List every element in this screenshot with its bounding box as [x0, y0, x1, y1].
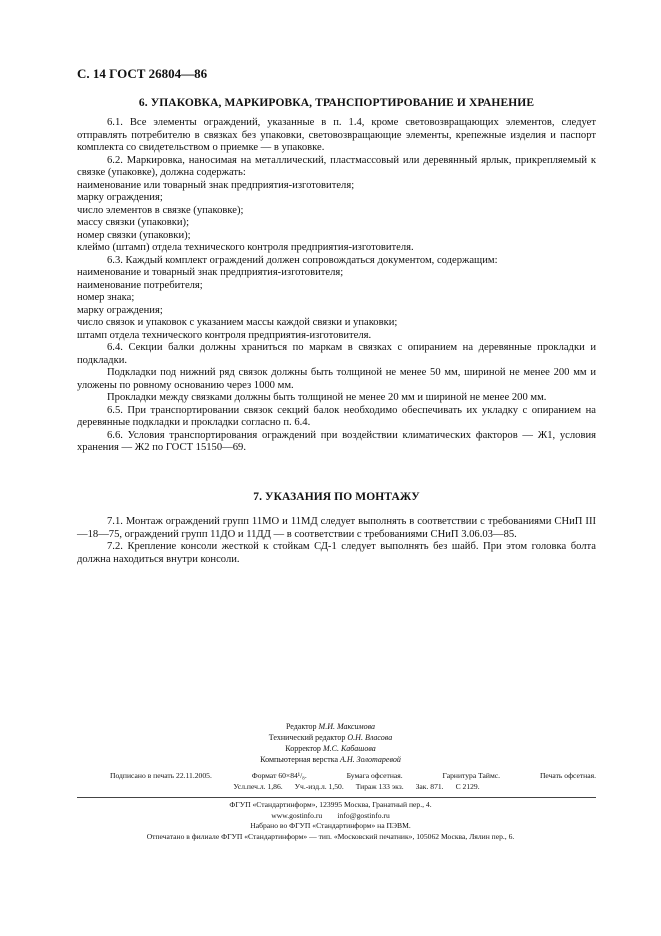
tech-editor-credit: Технический редактор О.Н. Власова — [268, 733, 393, 742]
paragraph-6-6: 6.6. Условия транспортирования ограждений при воздействии климатических факторов — Ж1, условия хранения — Ж2 по ГОСТ 15150—69. — [77, 429, 596, 453]
editor-credit: Редактор М.И. Максимова — [285, 722, 376, 731]
layout-credit: Компьютерная верстка А.Н. Золотаревой — [260, 755, 401, 764]
list-item: номер связки (упаковки); — [77, 229, 191, 241]
paragraph-6-3: 6.3. Каждый комплект ограждений должен сопровождаться документом, содержащим: — [107, 254, 498, 266]
list-item: наименование и товарный знак предприятия-изготовителя; — [77, 267, 344, 278]
paragraph-7-2: 7.2. Крепление консоли жесткой к стойкам СД-1 следует выполнять без шайб. При этом головка болта должна находиться внутри консоли. — [77, 541, 596, 565]
section-6-title: 6. УПАКОВКА, МАРКИРОВКА, ТРАНСПОРТИРОВАНИЕ И ХРАНЕНИЕ — [138, 97, 535, 109]
list-item: число элементов в связке (упаковке); — [77, 204, 244, 216]
footer-divider — [77, 797, 596, 798]
paragraph-6-5: 6.5. При транспортировании связок секций балок необходимо обеспечивать их укладку с опиранием на деревянные подкладки и прокладки согласно п. 6.4. — [77, 404, 596, 428]
list-item: клеймо (штамп) отдела технического контроля предприятия-изготовителя. — [77, 242, 414, 253]
list-item: число связок и упаковок с указанием массы каждой связки и упаковки; — [77, 317, 398, 328]
list-item: марку ограждения; — [77, 304, 163, 316]
contact-line: www.gostinfo.ru info@gostinfo.ru — [271, 810, 390, 820]
imprint-row-2: Усл.печ.л. 1,86. Уч.-изд.л. 1,50. Тираж 133 экз. Зак. 871. С 2129. — [233, 782, 480, 791]
paragraph-6-1: 6.1. Все элементы ограждений, указанные в п. 1.4, кроме световозвращающих элементов, следует отправлять потребителю в связках без упаковки, световозвращающие элементы, крепежные изделия и паспорт комплекта со свидетельством о приемке — в упаковке. — [77, 117, 596, 153]
list-item: массу связки (упаковки); — [77, 217, 190, 228]
section-7-title: 7. УКАЗАНИЯ ПО МОНТАЖУ — [253, 491, 420, 503]
list-item: наименование или товарный знак предприятия-изготовителя; — [77, 179, 355, 191]
paragraph-6-2: 6.2. Маркировка, наносимая на металлический, пластмассовый или деревянный ярлык, прикрепляемый к связке (упаковке), должна содержать: — [77, 154, 596, 178]
editorial-credits — [0, 721, 661, 765]
print-imprint — [77, 770, 596, 792]
corrector-credit: Корректор М.С. Кабашова — [285, 744, 376, 753]
list-item: штамп отдела технического контроля предприятия-изготовителя. — [77, 329, 372, 341]
publisher-footer: ФГУП «Стандартинформ», 123995 Москва, Гранатный пер., 4. www.gostinfo.ru info@gostinfo.ru Набрано во ФГУП «Стандартинформ» на ПЭВМ. Отпечатано в филиале ФГУП «Стандартинформ» — тип. «Московский печатник», 105062 Москва, Лялин пер., 6. — [0, 800, 661, 842]
list-item: марку ограждения; — [77, 192, 163, 203]
imprint-row-1: Подписано в печать 22.11.2005. Формат 60×84¹/₈. Бумага офсетная. Гарнитура Таймс. Печать офсетная. — [110, 771, 596, 780]
section-6-body — [77, 117, 596, 455]
list-item: наименование потребителя; — [77, 279, 203, 291]
paragraph-6-4-spacers: Прокладки между связками должны быть толщиной не менее 20 мм и шириной не менее 200 мм. — [107, 392, 547, 403]
section-7-body — [77, 516, 596, 566]
page-header: С. 14 ГОСТ 26804—86 — [77, 66, 208, 81]
paragraph-6-4: 6.4. Секции балки должны храниться по маркам в связках с опиранием на деревянные прокладки и подкладки. — [77, 342, 596, 366]
paragraph-7-1: 7.1. Монтаж ограждений групп 11МО и 11МД следует выполнять в соответствии с требованиями СНиП III—18—75, ограждений групп 11ДО и 11ДД — в соответствии с требованиями СНиП 3.06.03—85. — [77, 516, 596, 540]
list-item: номер знака; — [77, 292, 135, 303]
paragraph-6-4-supports: Подкладки под нижний ряд связок должны быть толщиной не менее 50 мм, шириной не менее 200 мм и уложены по ровному основанию через 1000 мм. — [77, 367, 596, 391]
